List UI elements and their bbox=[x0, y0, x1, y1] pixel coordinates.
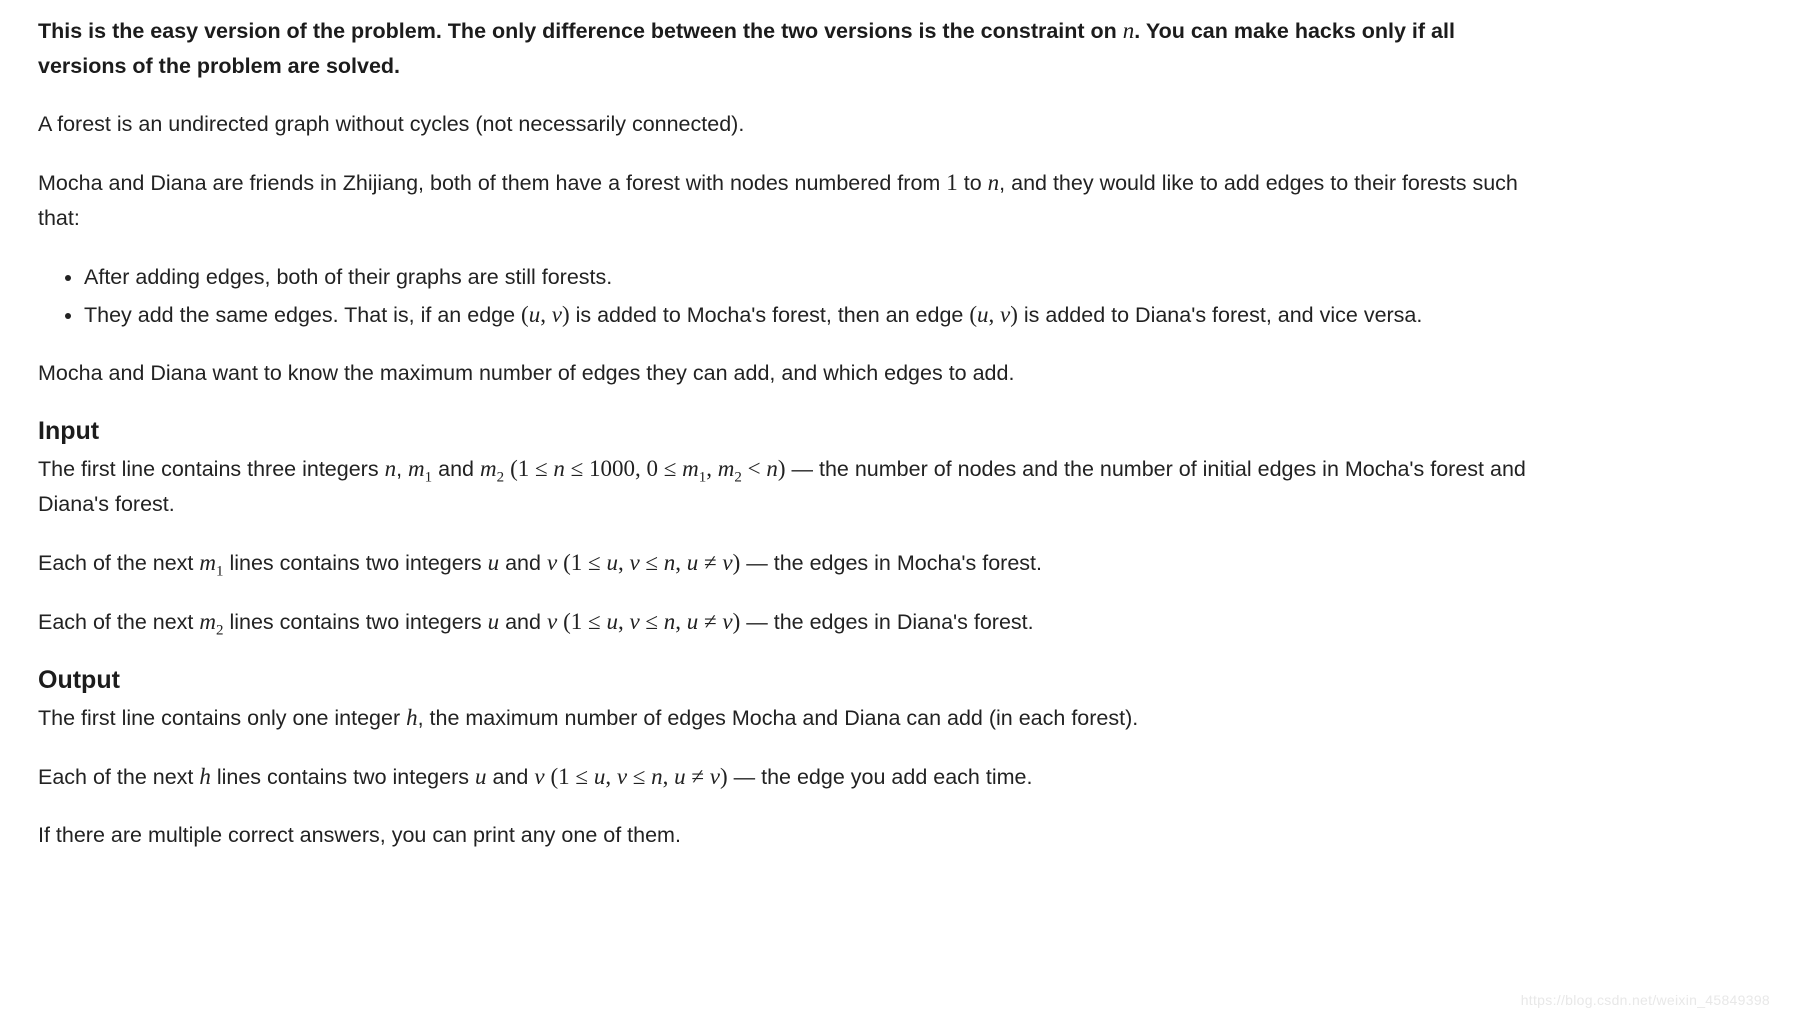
para-output-edges: Each of the next h lines contains two integers u and v (1 ≤ u, v ≤ n, u ≠ v) — the edge you add each time. bbox=[38, 764, 1033, 789]
math-expression: u bbox=[977, 302, 989, 327]
para-input-diana-edges: Each of the next $m_2$ lines contains two integers u and v (1 ≤ u, v ≤ n, u ≠ v) — the edges in Diana's forest. bbox=[38, 609, 1034, 639]
math-expression: v bbox=[616, 764, 628, 789]
math-expression: v bbox=[546, 609, 558, 634]
math-expression: (1 ≤ bbox=[563, 550, 607, 575]
math-expression: u bbox=[474, 764, 487, 789]
math-expression: ≠ bbox=[698, 550, 723, 575]
math-expression: n bbox=[384, 456, 397, 481]
math-expression: ( bbox=[521, 302, 529, 327]
math-expression: v bbox=[534, 764, 545, 789]
para-intro: Mocha and Diana are friends in Zhijiang, both of them have a forest with nodes numbered from 1 to n, and they would like to add edges to their forests such that: bbox=[38, 170, 1518, 230]
para-input-first-line: The first line contains three integers n, $m_1$ and $m_2$ (1 ≤ n ≤ 1000, $0 \le m_1$, $m_2 < n$) — the number of nodes and the number of initial edges in Mocha's forest and Diana's forest. bbox=[38, 456, 1526, 516]
math-expression: u bbox=[606, 550, 618, 575]
math-expression: (1 ≤ bbox=[510, 456, 554, 481]
math-expression: ) bbox=[1010, 302, 1018, 327]
math-expression: $m_1$ bbox=[199, 550, 224, 580]
list-item-condition-2: • They add the same edges. That is, if an edge (u, v) is added to Mocha's forest, then an edge (u, v) is added to Diana's forest, and vice versa. bbox=[84, 297, 1540, 333]
math-expression: ≤ bbox=[639, 550, 664, 575]
para-output-first-line: The first line contains only one integer h, the maximum number of edges Mocha and Diana can add (in each forest). bbox=[38, 705, 1139, 730]
math-expression: $m_2$ bbox=[479, 456, 505, 486]
math-expression: u bbox=[487, 609, 500, 634]
math-expression: ≤ bbox=[627, 764, 652, 789]
math-expression: , bbox=[605, 764, 617, 789]
watermark-url: https://blog.csdn.net/weixin_45849398 bbox=[1520, 992, 1770, 1008]
math-expression: v bbox=[546, 550, 558, 575]
math-expression: v bbox=[722, 609, 733, 634]
math-expression: , bbox=[617, 550, 630, 575]
math-expression: ≤ 1000, 0 ≤ bbox=[564, 456, 683, 481]
math-expression: v bbox=[709, 764, 720, 789]
math-expression: ) bbox=[561, 302, 570, 327]
math-expression: v bbox=[629, 609, 640, 634]
math-expression: , bbox=[675, 609, 687, 634]
math-expression: $m_1$ bbox=[408, 456, 433, 486]
math-expression: u bbox=[593, 764, 606, 789]
para-input-mocha-edges: Each of the next $m_1$ lines contains two integers u and v (1 ≤ u, v ≤ n, u ≠ v) — the edges in Mocha's forest. bbox=[38, 550, 1042, 580]
math-expression: u bbox=[674, 764, 686, 789]
math-expression: n bbox=[663, 609, 676, 634]
math-expression: v bbox=[551, 302, 562, 327]
math-expression: , bbox=[706, 456, 718, 481]
list-item-condition-1: • After adding edges, both of their graphs are still forests. bbox=[84, 259, 1540, 295]
math-expression: ≤ bbox=[639, 609, 664, 634]
math-expression: h bbox=[406, 705, 418, 730]
math-expression: $m_2$ bbox=[199, 609, 224, 639]
math-expression: ≠ bbox=[698, 609, 723, 634]
math-expression: n bbox=[651, 764, 663, 789]
math-expression: (1 ≤ bbox=[563, 609, 607, 634]
math-expression: 1 bbox=[946, 170, 958, 195]
math-expression: u bbox=[686, 550, 699, 575]
para-goal: Mocha and Diana want to know the maximum number of edges they can add, and which edges to add. bbox=[38, 361, 1015, 385]
math-expression: ≠ bbox=[685, 764, 710, 789]
math-expression: $m_2$ bbox=[717, 456, 742, 486]
math-expression: n bbox=[553, 456, 565, 481]
output-heading: Output bbox=[38, 666, 120, 694]
math-expression: , bbox=[617, 609, 630, 634]
math-expression: (1 ≤ bbox=[550, 764, 594, 789]
math-expression: ( bbox=[969, 302, 978, 327]
math-expression: v bbox=[1000, 302, 1011, 327]
math-expression: $m_1$ bbox=[682, 456, 707, 486]
input-heading: Input bbox=[38, 417, 100, 445]
math-expression: , bbox=[662, 764, 675, 789]
math-expression: u bbox=[528, 302, 541, 327]
math-expression: n bbox=[1122, 18, 1135, 43]
math-expression: ) bbox=[732, 550, 741, 575]
problem-note: This is the easy version of the problem. The only difference between the two versions is the constraint on n. You can make hacks only if all versions of the problem are solved. bbox=[38, 18, 1455, 78]
para-forest-definition: A forest is an undirected graph without cycles (not necessarily connected). bbox=[38, 112, 745, 136]
math-expression: , bbox=[675, 550, 687, 575]
math-expression: ) bbox=[720, 764, 728, 789]
math-expression: ) bbox=[777, 456, 786, 481]
math-expression: < bbox=[741, 456, 767, 481]
conditions-list bbox=[38, 259, 1540, 333]
math-expression: u bbox=[606, 609, 618, 634]
math-expression: ) bbox=[732, 609, 741, 634]
math-expression: h bbox=[199, 764, 211, 789]
math-expression: , bbox=[988, 302, 1001, 327]
math-expression: n bbox=[663, 550, 676, 575]
math-expression: n bbox=[766, 456, 778, 481]
math-expression: v bbox=[722, 550, 733, 575]
math-expression: , bbox=[540, 302, 552, 327]
math-expression: v bbox=[629, 550, 640, 575]
math-expression: n bbox=[987, 170, 1000, 195]
para-output-multiple-answers: If there are multiple correct answers, you can print any one of them. bbox=[38, 823, 681, 847]
math-expression: u bbox=[686, 609, 699, 634]
math-expression: u bbox=[487, 550, 500, 575]
